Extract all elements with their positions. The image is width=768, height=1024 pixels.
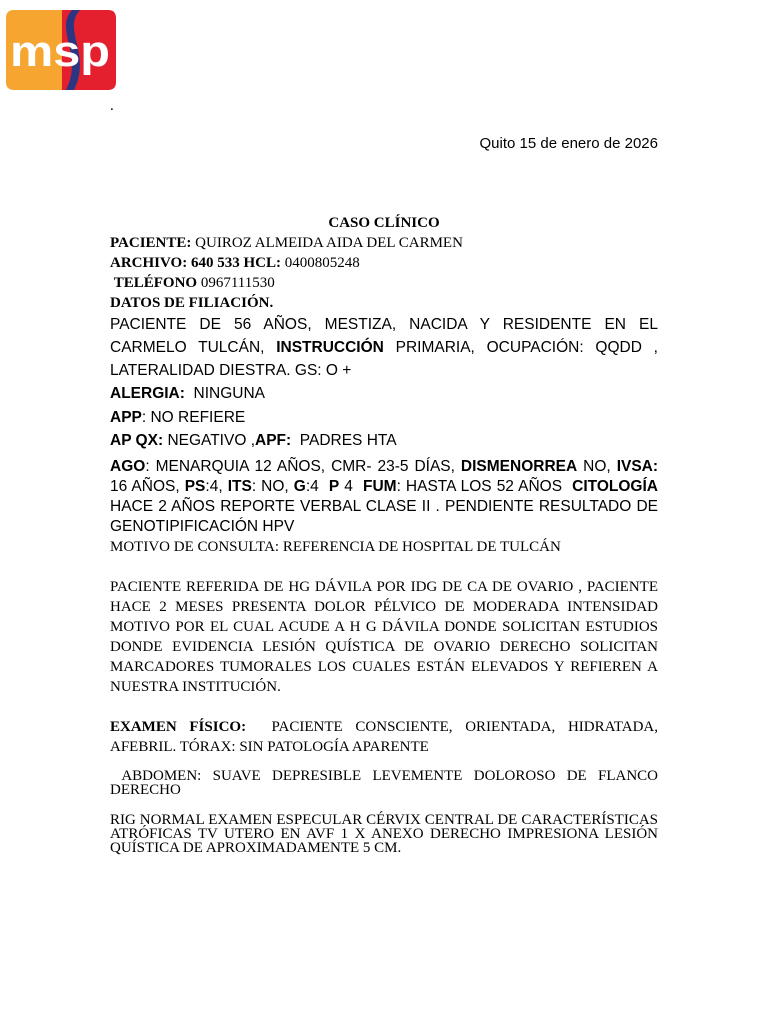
dismenorrea-label: DISMENORREA [460, 457, 578, 475]
p-label: P [328, 477, 340, 495]
archivo-line [110, 253, 658, 273]
abdomen-text: ABDOMEN: SUAVE DEPRESIBLE LEVEMENTE DOLOROSO DE FLANCO DERECHO [110, 767, 659, 798]
spacer [110, 797, 658, 813]
patient-label: PACIENTE: [110, 235, 192, 251]
apf-label: APF: [255, 432, 292, 449]
logo-text: msp [10, 27, 110, 76]
ivsa-value: 16 AÑOS, [110, 477, 180, 495]
archivo-label: ARCHIVO: 640 533 HCL: [110, 255, 281, 271]
telefono-line [110, 273, 658, 293]
g-value: :4 [305, 477, 319, 495]
apf-value: PADRES HTA [299, 432, 397, 449]
msp-logo [6, 10, 116, 90]
filiacion-label: DATOS DE FILIACIÓN. [110, 295, 274, 311]
apqx-label: AP QX: [110, 432, 164, 449]
ps-label: PS [184, 477, 206, 495]
app-value: : NO REFIERE [141, 408, 246, 426]
spacer [110, 697, 658, 717]
apqx-line [110, 429, 658, 453]
telefono-value: 0967111530 [200, 275, 275, 291]
fum-value: : HASTA LOS 52 AÑOS [396, 477, 563, 495]
alergia-line [110, 382, 658, 406]
ago-paragraph [110, 457, 658, 537]
alergia-value: NINGUNA [193, 385, 266, 402]
clinical-case [110, 213, 658, 855]
citologia-value: HACE 2 AÑOS REPORTE VERBAL CLASE II . PENDIENTE RESULTADO DE GENOTIPIFICACIÓN HPV [110, 497, 658, 535]
ivsa-label: IVSA: [616, 457, 659, 475]
rig-paragraph: RIG NORMAL EXAMEN ESPECULAR CÉRVIX CENTRAL DE CARACTERÍSTICAS ATRÓFICAS TV UTERO EN AVF 1 X ANEXO DERECHO IMPRESIONA LESIÓN QUÍSTICA DE APROXIMADAMENTE 5 CM. [110, 811, 658, 856]
telefono-label: TELÉFONO [113, 275, 198, 291]
dismenorrea-value: NO, [583, 457, 611, 475]
apqx-value: NEGATIVO , [167, 432, 255, 449]
stray-dot: . [110, 98, 114, 114]
case-title: CASO CLÍNICO [328, 215, 440, 231]
date-line: Quito 15 de enero de 2026 [479, 135, 658, 152]
historia-paragraph: PACIENTE REFERIDA DE HG DÁVILA POR IDG DE CA DE OVARIO , PACIENTE HACE 2 MESES PRESENTA DOLOR PÉLVICO DE MODERADA INTENSIDAD MOTIVO POR EL CUAL ACUDE A H G DÁVILA DONDE SOLICITAN ESTUDIOS DONDE EVIDENCIA LESIÓN QUÍSTICA DE OVARIO DERECHO SOLICITAN MARCADORES TUMORALES LOS CUALES ESTÁN ELEVADOS Y REFIEREN A NUESTRA INSTITUCIÓN. [110, 578, 658, 695]
its-value: : NO, [251, 477, 289, 495]
examen-label: EXAMEN FÍSICO: [110, 718, 247, 735]
archivo-value: 0400805248 [284, 255, 360, 271]
p-value: 4 [344, 477, 353, 495]
ps-value: :4, [205, 477, 223, 495]
app-line [110, 406, 658, 430]
its-label: ITS [227, 477, 252, 495]
ago-label: AGO [110, 457, 146, 475]
filiacion-text-1: PACIENTE DE 56 AÑOS, MESTIZA, NACIDA Y RESIDENTE EN EL CARMELO TULCÁN, [110, 316, 658, 356]
spacer [110, 557, 658, 577]
patient-line [110, 233, 658, 253]
ago-value: : MENARQUIA 12 AÑOS, CMR- 23-5 DÍAS, [145, 457, 455, 475]
motivo-consulta: MOTIVO DE CONSULTA: REFERENCIA DE HOSPITAL DE TULCÁN [110, 538, 561, 555]
alergia-label: ALERGIA: [110, 385, 185, 402]
patient-value: QUIROZ ALMEIDA AIDA DEL CARMEN [195, 235, 463, 251]
filiacion-paragraph [110, 313, 658, 382]
instruccion-label: INSTRUCCIÓN [276, 339, 384, 356]
app-label: APP [110, 408, 142, 426]
abdomen-paragraph [110, 769, 658, 797]
examen-paragraph [110, 717, 658, 757]
filiacion-text-2: PRIMARIA, OCUPACIÓN: QQDD , LATERALIDAD DIESTRA. GS: O + [110, 339, 658, 379]
examen-value: PACIENTE CONSCIENTE, ORIENTADA, HIDRATADA, AFEBRIL. TÓRAX: SIN PATOLOGÍA APARENTE [110, 718, 659, 755]
g-label: G [293, 477, 306, 495]
fum-label: FUM [362, 477, 397, 495]
citologia-label: CITOLOGÍA [572, 477, 658, 495]
